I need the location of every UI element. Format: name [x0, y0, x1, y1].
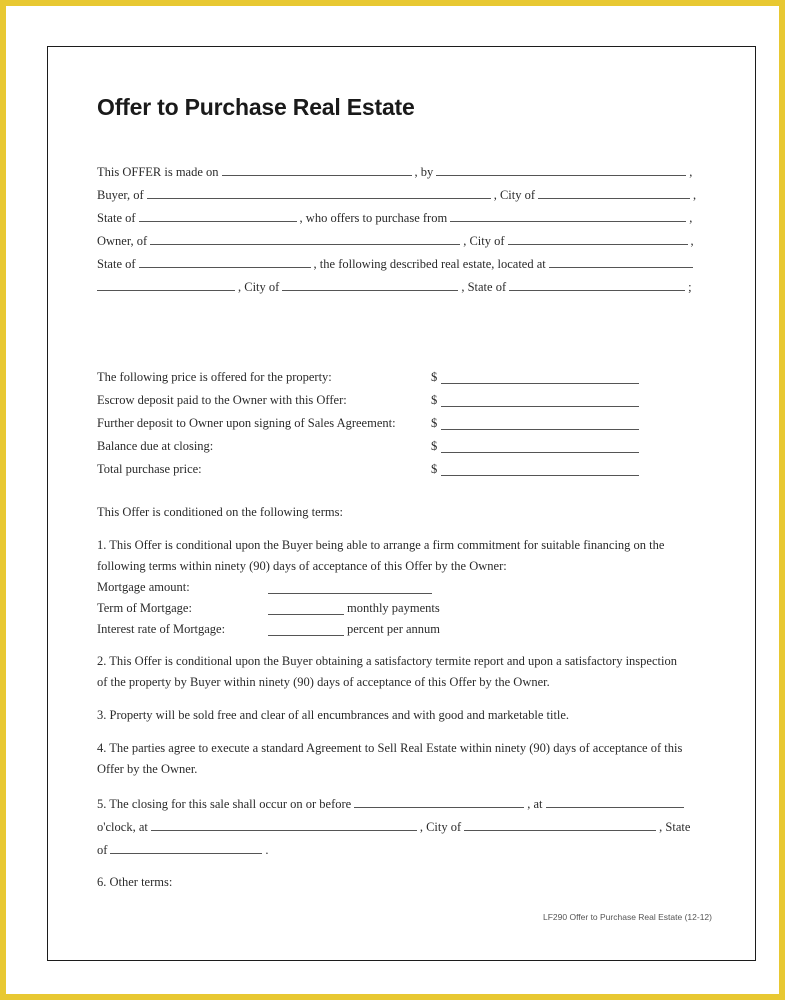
owner-address-field[interactable] [150, 232, 460, 245]
buyer-name-field[interactable] [436, 163, 686, 176]
buyer-address-line [97, 186, 696, 202]
mortgage-amount-field[interactable] [268, 581, 432, 594]
buyer-state-line [97, 209, 692, 225]
monthly-payments-label: monthly payments [347, 601, 440, 615]
term-of-mortgage-row [97, 600, 192, 616]
dollar-sign: $ [431, 416, 438, 430]
dollar-sign: $ [431, 439, 438, 453]
closing-city-field[interactable] [464, 818, 656, 831]
closing-at-label: , at [527, 797, 543, 811]
balance-due-label: Balance due at closing: [97, 439, 214, 453]
offers-to-purchase-label: , who offers to purchase from [299, 211, 448, 225]
comma: , [689, 211, 693, 225]
mortgage-amount-row [97, 579, 190, 595]
term5-line2 [97, 818, 690, 834]
interest-rate-label: Interest rate of Mortgage: [97, 622, 226, 636]
owner-state-label: State of [97, 257, 136, 271]
further-deposit-row [97, 415, 657, 431]
interest-rate-row [97, 621, 225, 637]
property-city-label: , City of [238, 280, 280, 294]
term2-line2: of the property by Buyer within ninety (90) days of acceptance of this Offer by the Owner. [97, 675, 550, 689]
property-address-field[interactable] [97, 278, 235, 291]
owner-state-field[interactable] [139, 255, 311, 268]
interest-rate-field[interactable] [268, 623, 344, 636]
total-price-row [97, 461, 657, 477]
property-state-label: , State of [461, 280, 507, 294]
of-label: of [97, 843, 108, 857]
term4-line1: 4. The parties agree to execute a standard Agreement to Sell Real Estate within ninety (90) days of acceptance of this [97, 741, 683, 755]
buyer-address-field[interactable] [147, 186, 491, 199]
term-of-mortgage-field[interactable] [268, 602, 344, 615]
price-offered-field[interactable] [441, 371, 639, 384]
balance-due-row [97, 438, 657, 454]
escrow-deposit-row [97, 392, 657, 408]
price-offered-label: The following price is offered for the property: [97, 370, 332, 384]
comma: , [689, 165, 693, 179]
closing-date-label: 5. The closing for this sale shall occur on or before [97, 797, 352, 811]
property-state-field[interactable] [509, 278, 685, 291]
term5-line3 [97, 841, 269, 857]
buyer-state-field[interactable] [139, 209, 297, 222]
comma: , [693, 188, 697, 202]
conditions-intro: This Offer is conditioned on the following terms: [97, 505, 343, 519]
buyer-of-label: Buyer, of [97, 188, 144, 202]
closing-location-field[interactable] [151, 818, 417, 831]
escrow-deposit-label: Escrow deposit paid to the Owner with this Offer: [97, 393, 347, 407]
by-label: , by [414, 165, 434, 179]
further-deposit-label: Further deposit to Owner upon signing of Sales Agreement: [97, 416, 396, 430]
term2-line1: 2. This Offer is conditional upon the Buyer obtaining a satisfactory termite report and upon a satisfactory inspection [97, 654, 677, 668]
offer-date-label: This OFFER is made on [97, 165, 219, 179]
dollar-sign: $ [431, 370, 438, 384]
offer-date-field[interactable] [222, 163, 412, 176]
term1-line2: following terms within ninety (90) days of acceptance of this Offer by the Owner: [97, 559, 507, 573]
owner-address-line [97, 232, 694, 248]
term3: 3. Property will be sold free and clear of all encumbrances and with good and marketable title. [97, 708, 570, 722]
owner-city-label: , City of [463, 234, 505, 248]
mortgage-amount-label: Mortgage amount: [97, 580, 190, 594]
form-code: LF290 Offer to Purchase Real Estate (12-12) [543, 912, 712, 922]
further-deposit-field[interactable] [441, 417, 639, 430]
period: . [265, 843, 269, 857]
percent-per-annum-label: percent per annum [347, 622, 441, 636]
balance-due-field[interactable] [441, 440, 639, 453]
escrow-deposit-field[interactable] [441, 394, 639, 407]
owner-city-field[interactable] [508, 232, 688, 245]
offer-date-line [97, 163, 692, 179]
buyer-state-label: State of [97, 211, 136, 225]
owner-of-label: Owner, of [97, 234, 148, 248]
oclock-at-label: o'clock, at [97, 820, 148, 834]
dollar-sign: $ [431, 462, 438, 476]
total-price-field[interactable] [441, 463, 639, 476]
owner-state-line [97, 255, 696, 271]
document-page [6, 6, 779, 994]
closing-city-label: , City of [419, 820, 462, 834]
price-offered-row [97, 369, 657, 385]
form-title: Offer to Purchase Real Estate [97, 94, 415, 120]
term5-line1 [97, 795, 687, 811]
closing-time-field[interactable] [546, 795, 684, 808]
property-city-line [97, 278, 692, 294]
total-price-label: Total purchase price: [97, 462, 202, 476]
buyer-city-field[interactable] [538, 186, 690, 199]
property-city-field[interactable] [282, 278, 458, 291]
owner-name-field[interactable] [450, 209, 686, 222]
buyer-city-label: , City of [493, 188, 536, 202]
term1-line1: 1. This Offer is conditional upon the Buyer being able to arrange a firm commitment for suitable financing on the [97, 538, 665, 552]
term6: 6. Other terms: [97, 875, 173, 889]
closing-state-field[interactable] [110, 841, 262, 854]
property-location-field[interactable] [549, 255, 693, 268]
closing-date-field[interactable] [354, 795, 524, 808]
comma: , [690, 234, 694, 248]
dollar-sign: $ [431, 393, 438, 407]
closing-state-label: , State [659, 820, 691, 834]
real-estate-located-label: , the following described real estate, located at [313, 257, 546, 271]
term-of-mortgage-label: Term of Mortgage: [97, 601, 192, 615]
term4-line2: Offer by the Owner. [97, 762, 198, 776]
semicolon: ; [688, 280, 692, 294]
